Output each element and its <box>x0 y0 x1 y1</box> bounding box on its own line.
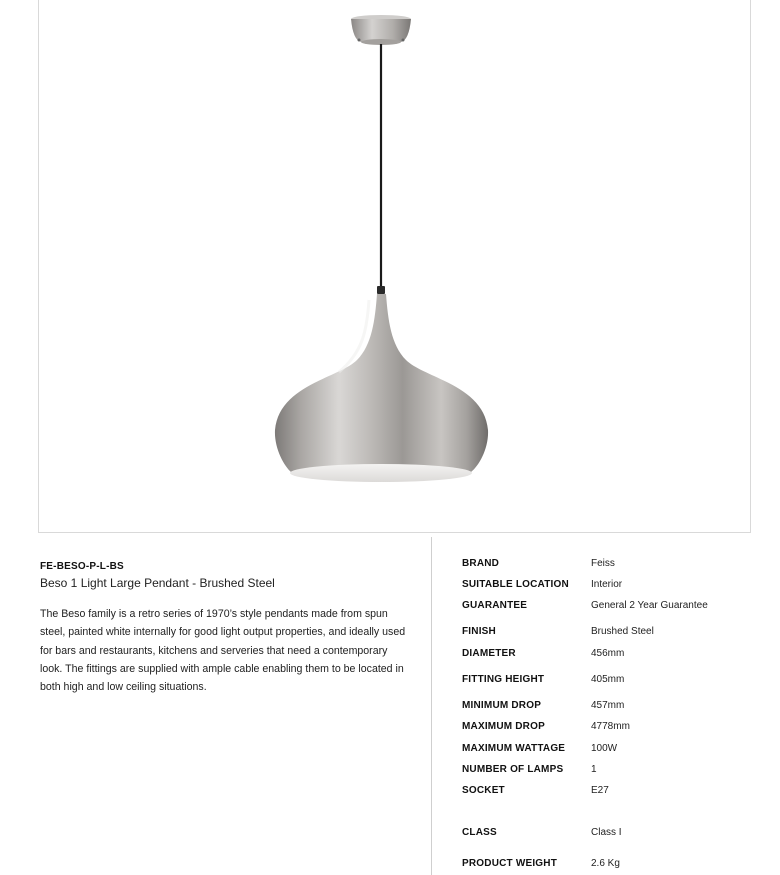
spec-value: General 2 Year Guarantee <box>591 600 708 611</box>
spec-value: 2.6 Kg <box>591 858 620 869</box>
pendant-lamp-image <box>39 0 752 533</box>
spec-row-guarantee <box>462 599 762 613</box>
ceiling-canopy <box>351 15 411 45</box>
spec-label: CLASS <box>462 827 497 838</box>
pendant-shade <box>275 294 488 482</box>
spec-value: 405mm <box>591 674 625 685</box>
spec-label: NUMBER OF LAMPS <box>462 764 564 775</box>
spec-row-brand <box>462 557 762 571</box>
spec-label: SOCKET <box>462 785 505 796</box>
spec-value: Interior <box>591 579 623 590</box>
product-title: Beso 1 Light Large Pendant - Brushed Steel <box>40 576 275 590</box>
spec-row-maximum-wattage <box>462 742 762 756</box>
spec-row-suitable-location <box>462 578 762 592</box>
spec-value: Brushed Steel <box>591 626 654 637</box>
spec-value: 456mm <box>591 648 625 659</box>
spec-value: 100W <box>591 743 618 754</box>
spec-label: FINISH <box>462 626 496 637</box>
spec-label: PRODUCT WEIGHT <box>462 858 558 869</box>
spec-value: E27 <box>591 785 609 796</box>
spec-label: GUARANTEE <box>462 600 528 611</box>
spec-label: MAXIMUM DROP <box>462 721 545 732</box>
spec-value: Class I <box>591 827 622 838</box>
spec-value: Feiss <box>591 558 615 569</box>
spec-value: 457mm <box>591 700 625 711</box>
spec-row-product-weight <box>462 857 762 871</box>
spec-value: 1 <box>591 764 597 775</box>
spec-row-finish <box>462 625 762 639</box>
spec-label: MINIMUM DROP <box>462 700 542 711</box>
spec-label: FITTING HEIGHT <box>462 674 545 685</box>
spec-row-diameter <box>462 647 762 661</box>
spec-row-minimum-drop <box>462 699 762 713</box>
column-divider <box>431 537 432 875</box>
spec-value: 4778mm <box>591 721 630 732</box>
spec-label: SUITABLE LOCATION <box>462 579 569 590</box>
spec-row-number-of-lamps <box>462 763 762 777</box>
spec-row-maximum-drop <box>462 720 762 734</box>
spec-label: MAXIMUM WATTAGE <box>462 743 566 754</box>
spec-row-socket <box>462 784 762 798</box>
product-info <box>40 561 410 696</box>
spec-row-fitting-height <box>462 673 762 687</box>
spec-label: BRAND <box>462 558 500 569</box>
product-description: The Beso family is a retro series of 1970’s style pendants made from spun steel, painted white internally for good light output properties, and ideally used for bars and restaurants, kitchens and serveries that need a contemporary look. The fittings are supplied with ample cable enabling them to be located in both high and low ceiling situations. <box>40 608 406 694</box>
spec-row-class <box>462 826 762 840</box>
product-image-frame <box>38 0 751 533</box>
spec-label: DIAMETER <box>462 648 516 659</box>
product-code: FE-BESO-P-L-BS <box>40 561 124 572</box>
